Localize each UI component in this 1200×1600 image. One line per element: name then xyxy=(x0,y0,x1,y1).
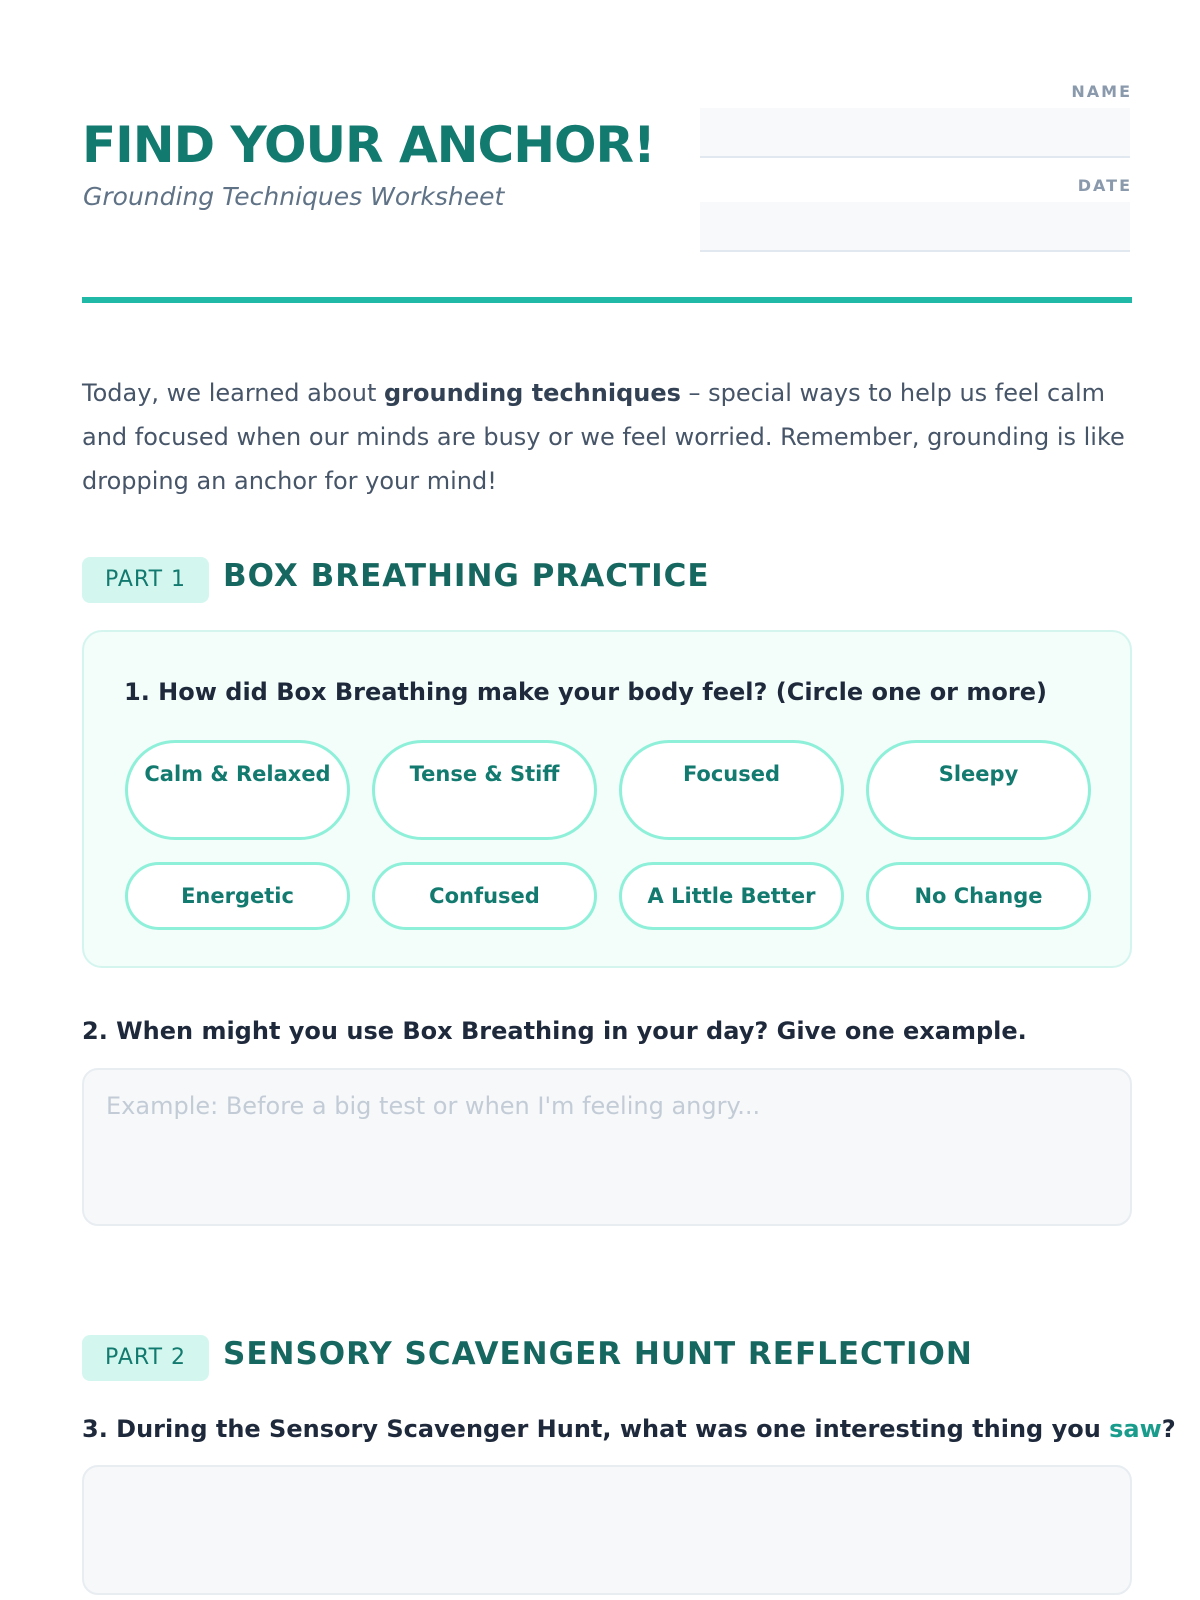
page-subtitle: Grounding Techniques Worksheet xyxy=(83,182,505,211)
chip-confused[interactable]: Confused xyxy=(372,862,597,930)
question-2: 2. When might you use Box Breathing in your day? Give one example. xyxy=(82,1017,1027,1045)
part1-title: BOX BREATHING PRACTICE xyxy=(223,558,710,594)
intro-text-before: Today, we learned about xyxy=(82,379,384,407)
part2-title: SENSORY SCAVENGER HUNT REFLECTION xyxy=(223,1336,973,1372)
page-title: FIND YOUR ANCHOR! xyxy=(82,116,655,174)
part2-badge: PART 2 xyxy=(82,1335,209,1381)
name-field[interactable] xyxy=(700,108,1130,158)
chip-energetic[interactable]: Energetic xyxy=(125,862,350,930)
chip-sleepy[interactable]: Sleepy xyxy=(866,740,1091,840)
intro-paragraph xyxy=(82,371,1142,503)
chip-focused[interactable]: Focused xyxy=(619,740,844,840)
chip-a-little-better[interactable]: A Little Better xyxy=(619,862,844,930)
date-field[interactable] xyxy=(700,202,1130,252)
question-3-accent-word: saw xyxy=(1109,1415,1162,1443)
feelings-card xyxy=(82,630,1132,968)
question-3-end: ? xyxy=(1161,1415,1176,1443)
chip-calm-relaxed[interactable]: Calm & Relaxed xyxy=(125,740,350,840)
answer-2-field[interactable] xyxy=(82,1068,1132,1226)
intro-text-after: – special ways to help us feel calm and focused when our minds are busy or we feel worried. Remember, grounding is like dropping an anchor for your mind! xyxy=(82,379,1125,495)
part1-badge: PART 1 xyxy=(82,557,209,603)
question-1: 1. How did Box Breathing make your body feel? (Circle one or more) xyxy=(124,678,1047,706)
date-label: DATE xyxy=(1077,176,1132,195)
name-label: NAME xyxy=(1071,82,1132,101)
header-divider xyxy=(82,297,1132,303)
chip-no-change[interactable]: No Change xyxy=(866,862,1091,930)
intro-keyword: grounding techniques xyxy=(384,379,681,407)
answer-3-field[interactable] xyxy=(82,1465,1132,1595)
question-3-text: 3. During the Sensory Scavenger Hunt, what was one interesting thing you xyxy=(82,1415,1110,1443)
chip-tense-stiff[interactable]: Tense & Stiff xyxy=(372,740,597,840)
question-3 xyxy=(82,1415,1176,1443)
